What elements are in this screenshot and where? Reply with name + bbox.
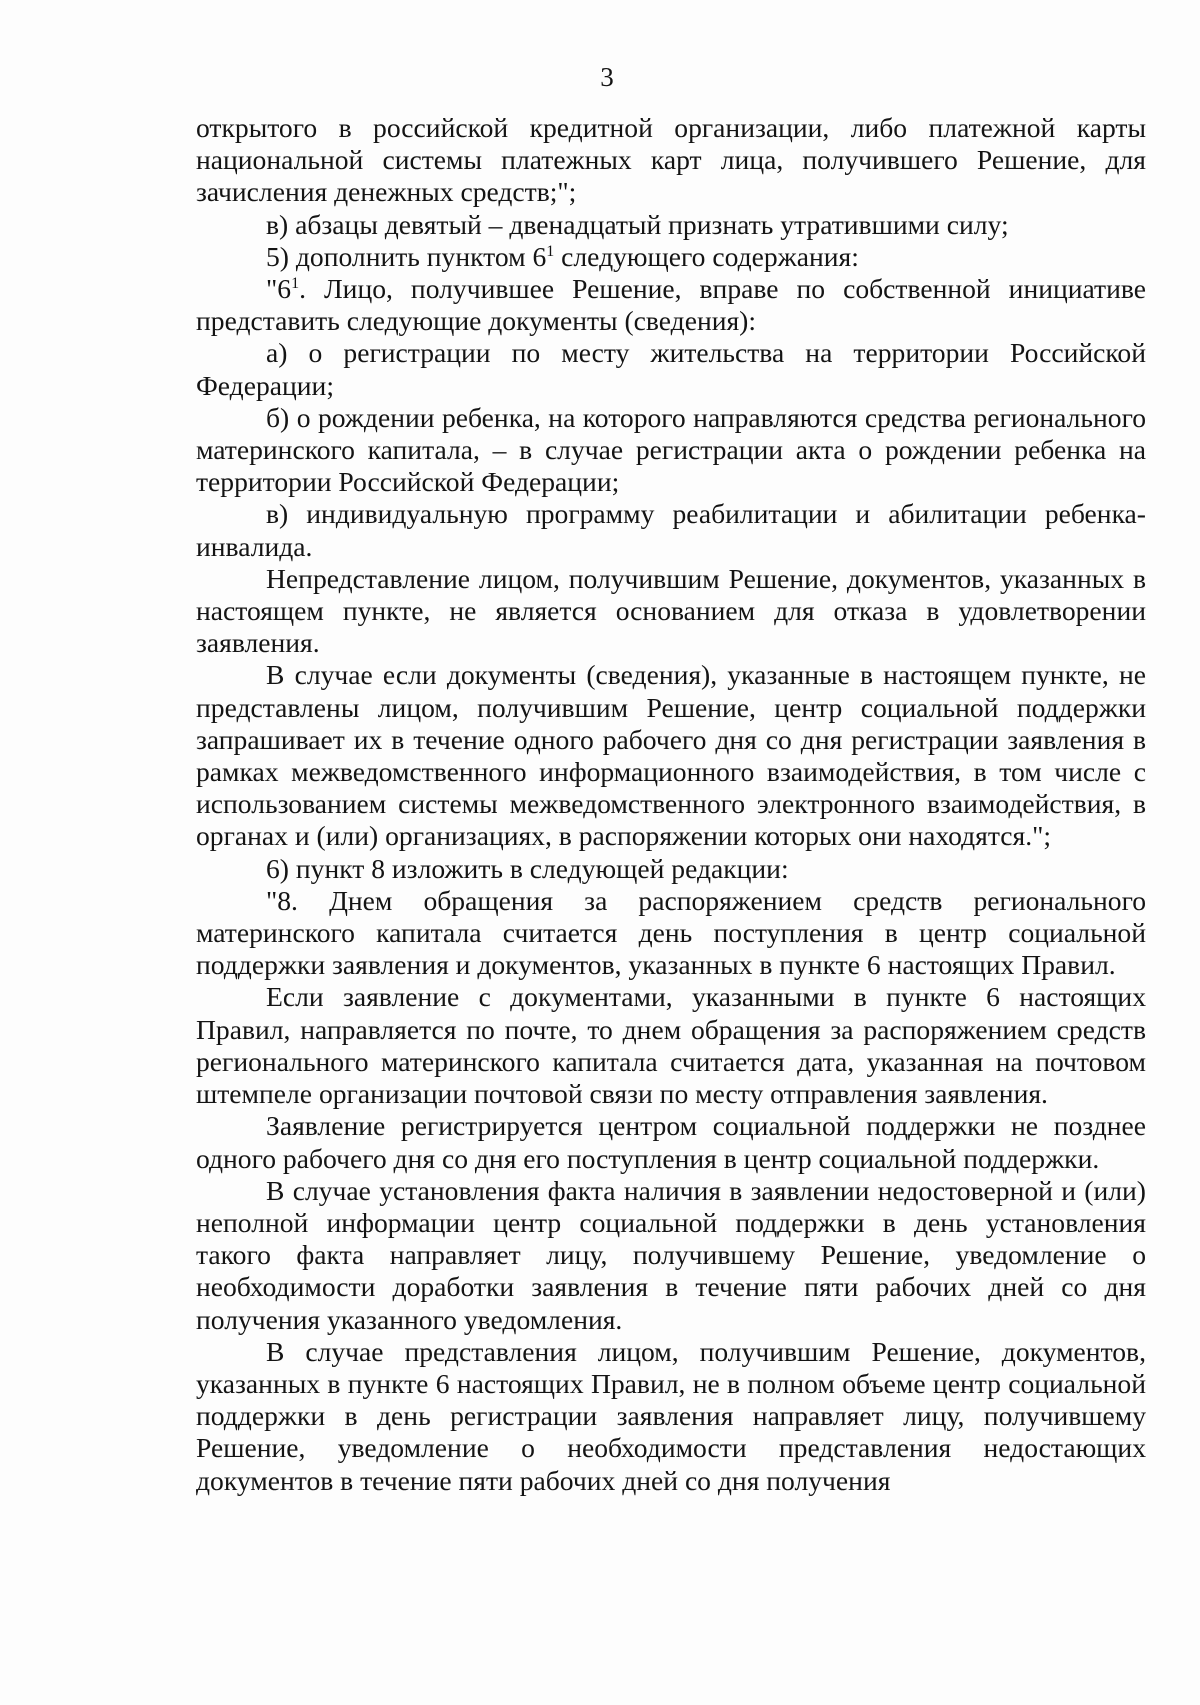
superscript: 1 xyxy=(546,242,555,260)
paragraph: а) о регистрации по месту жительства на территории Российской Федерации; xyxy=(196,337,1146,401)
paragraph: Если заявление с документами, указанными в пункте 6 настоящих Правил, направляется по почте, то днем обращения за распоряжением средств регионального материнского капитала считается дата, указанная на почтовом штемпеле организации почтовой связи по месту отправления заявления. xyxy=(196,981,1146,1110)
paragraph: б) о рождении ребенка, на которого направляются средства регионального материнского капитала, – в случае регистрации акта о рождении ребенка на территории Российской Федерации; xyxy=(196,401,1146,498)
paragraph-text: следующего содержания: xyxy=(554,240,859,272)
paragraph: В случае представления лицом, получившим Решение, документов, указанных в пункте 6 настоящих Правил, не в полном объеме центр социальной поддержки в день регистрации заявления направляет лицу, получившему Решение, уведомление о необходимости представления недостающих документов в течение пяти рабочих дней со дня получения xyxy=(196,1335,1146,1496)
superscript: 1 xyxy=(291,274,300,292)
paragraph: В случае если документы (сведения), указанные в настоящем пункте, не представлены лицом, получившим Решение, центр социальной поддержки запрашивает их в течение одного рабочего дня со дня регистрации заявления в рамках межведомственного информационного взаимодействия, в том числе с использованием системы межведомственного электронного взаимодействия, в органах и (или) организациях, в распоряжении которых они находятся."; xyxy=(196,659,1146,852)
document-body xyxy=(196,112,1146,1497)
paragraph xyxy=(196,273,1146,337)
paragraph: 6) пункт 8 изложить в следующей редакции: xyxy=(266,852,789,884)
paragraph-text: . Лицо, получившее Решение, вправе по собственной инициативе представить следующие документы (сведения): xyxy=(196,273,1146,337)
paragraph: В случае установления факта наличия в заявлении недостоверной и (или) неполной информации центр социальной поддержки в день установления такого факта направляет лицу, получившему Решение, уведомление о необходимости доработки заявления в течение пяти рабочих дней со дня получения указанного уведомления. xyxy=(196,1174,1146,1335)
paragraph: Непредставление лицом, получившим Решение, документов, указанных в настоящем пункте, не является основанием для отказа в удовлетворении заявления. xyxy=(196,562,1146,659)
paragraph: "8. Днем обращения за распоряжением средств регионального материнского капитала считается день поступления в центр социальной поддержки заявления и документов, указанных в пункте 6 настоящих Правил. xyxy=(196,884,1146,981)
paragraph: в) индивидуальную программу реабилитации и абилитации ребенка-инвалида. xyxy=(196,498,1146,562)
paragraph: открытого в российской кредитной организации, либо платежной карты национальной системы платежных карт лица, получившего Решение, для зачисления денежных средств;"; xyxy=(196,112,1146,208)
page-number: 3 xyxy=(600,62,614,92)
paragraph: в) абзацы девятый – двенадцатый признать утратившими силу; xyxy=(266,208,1009,240)
paragraph xyxy=(196,241,1146,273)
paragraph-text: "6 xyxy=(266,273,292,305)
paragraph-text: 5) дополнить пунктом 6 xyxy=(266,240,547,272)
paragraph: Заявление регистрируется центром социальной поддержки не позднее одного рабочего дня со дня его поступления в центр социальной поддержки. xyxy=(196,1110,1146,1174)
